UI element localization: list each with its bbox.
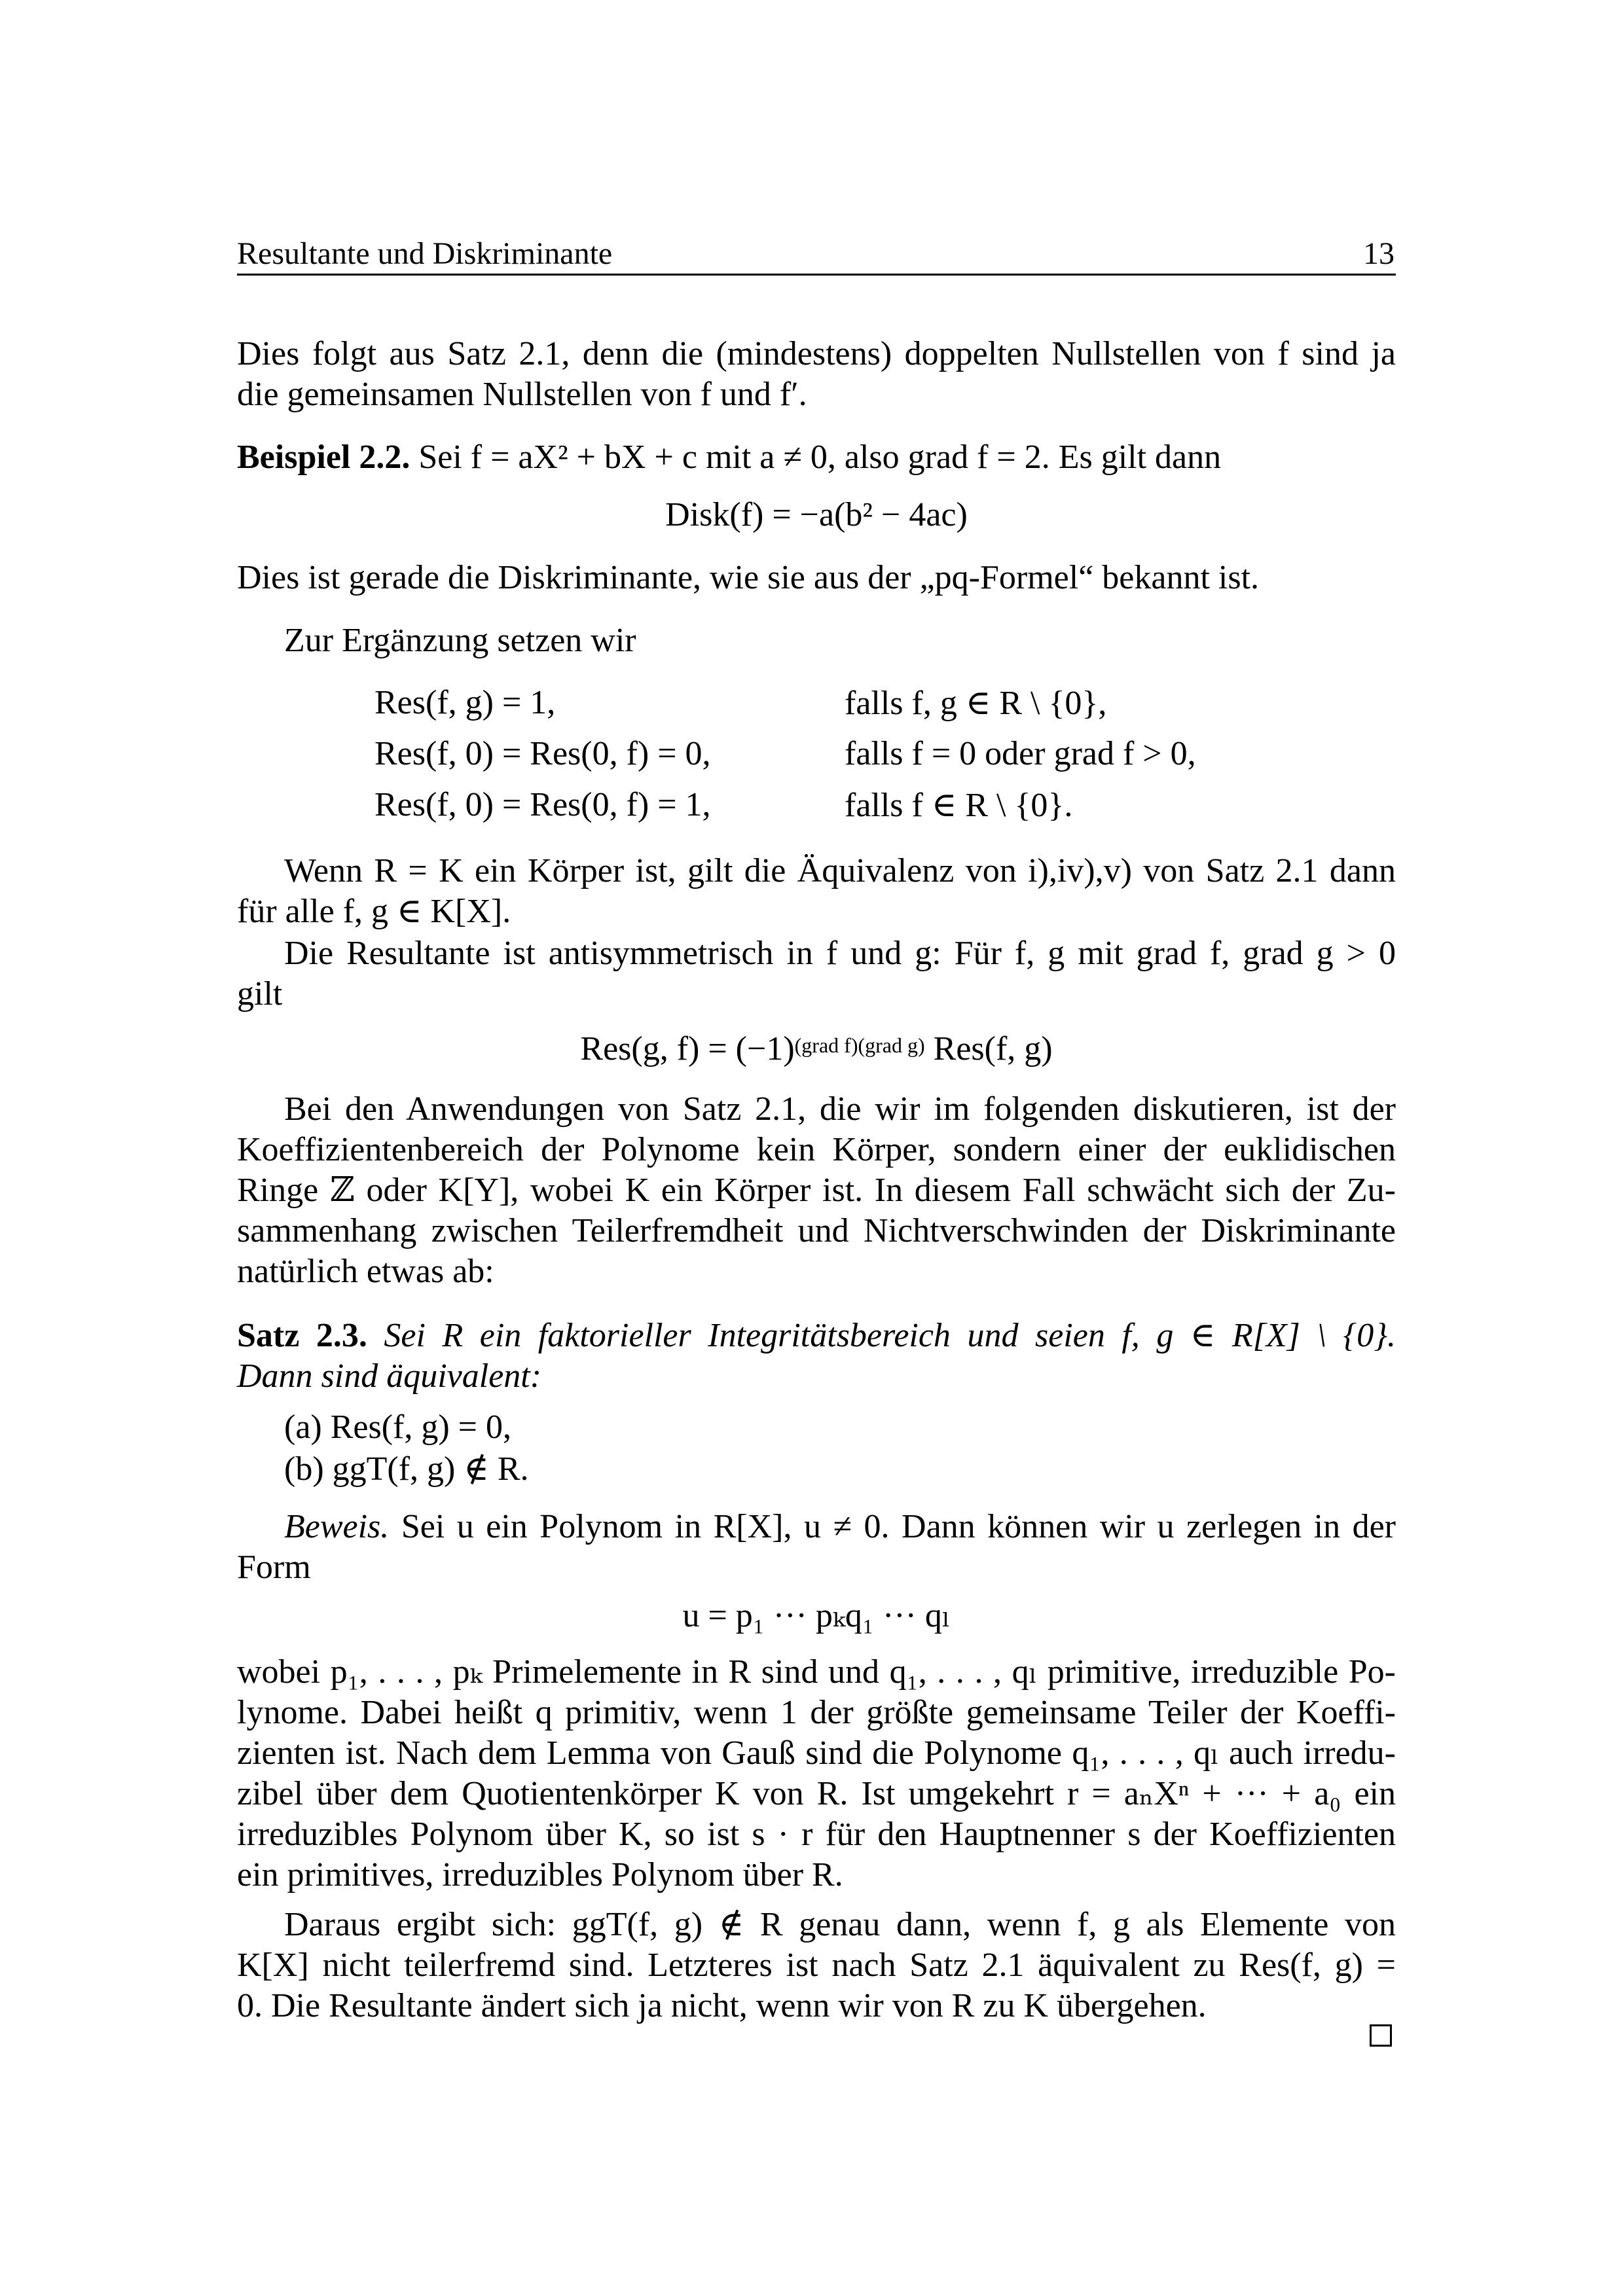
paragraph-4-line-4: sammenhang zwischen Teilerfremdheit und Nichtverschwinden der Diskriminante bbox=[237, 1212, 1396, 1249]
supplement-condition-1: falls f, g ∈ R \ {0}, bbox=[845, 685, 1107, 722]
paragraph-1-line-1: Dies folgt aus Satz 2.1, denn die (mindestens) doppelten Nullstellen von f sind ja bbox=[237, 335, 1396, 372]
paragraph-4-line-1: Bei den Anwendungen von Satz 2.1, die wir im folgenden diskutieren, ist der bbox=[284, 1090, 1396, 1128]
supplement-condition-2: falls f = 0 oder grad f > 0, bbox=[845, 735, 1196, 772]
paragraph-3-line-2: gilt bbox=[237, 975, 283, 1013]
qed-square-icon bbox=[1370, 2024, 1392, 2047]
antisymmetry-left: Res(g, f) = (−1) bbox=[580, 1030, 795, 1067]
theorem-item-b: (b) ggT(f, g) ∉ R. bbox=[284, 1450, 529, 1488]
proof-body-line-1: wobei p₁, . . . , pₖ Primelemente in R sind und q₁, . . . , qₗ primitive, irreduzible Po- bbox=[237, 1653, 1396, 1691]
example-label: Beispiel 2.2. bbox=[237, 439, 410, 476]
proof-body-line-6: ein primitives, irreduzibles Polynom über R. bbox=[237, 1856, 843, 1893]
theorem-2-3 bbox=[237, 1316, 1396, 1356]
paragraph-3-line-1: Die Resultante ist antisymmetrisch in f und g: Für f, g mit grad f, grad g > 0 bbox=[284, 935, 1396, 972]
theorem-statement: Sei R ein faktorieller Integritätsbereich und seien f, g ∈ R[X] \ {0}. bbox=[384, 1317, 1396, 1354]
antisymmetry-exponent: (grad f)(grad g) bbox=[794, 1033, 925, 1057]
theorem-line-2-wrap bbox=[237, 1356, 1396, 1397]
theorem-item-a: (a) Res(f, g) = 0, bbox=[284, 1408, 511, 1446]
page-number: 13 bbox=[1363, 236, 1395, 271]
chapter-title: Resultante und Diskriminante bbox=[237, 236, 613, 271]
supplement-condition-3: falls f ∈ R \ {0}. bbox=[845, 787, 1073, 824]
example-remark: Dies ist gerade die Diskriminante, wie sie aus der „pq-Formel“ bekannt ist. bbox=[237, 559, 1260, 596]
running-header bbox=[237, 234, 1396, 276]
proof-label: Beweis. bbox=[284, 1508, 390, 1545]
theorem-label: Satz 2.3. bbox=[237, 1317, 367, 1354]
proof-body-line-4: zibel über dem Quotientenkörper K von R. Ist umgekehrt r = aₙXⁿ + ··· + a₀ ein bbox=[237, 1775, 1396, 1812]
factorization-formula: u = p₁ ··· pₖq₁ ··· qₗ bbox=[682, 1597, 951, 1634]
example-text: Sei f = aX² + bX + c mit a ≠ 0, also grad f = 2. Es gilt dann bbox=[418, 439, 1222, 476]
antisymmetry-formula bbox=[237, 1029, 1396, 1069]
supplement-formula-2: Res(f, 0) = Res(0, f) = 0, bbox=[374, 735, 711, 772]
paragraph-2-line-2: für alle f, g ∈ K[X]. bbox=[237, 893, 511, 930]
proof-final-line-3: 0. Die Resultante ändert sich ja nicht, wenn wir von R zu K übergehen. bbox=[237, 1987, 1207, 2024]
proof-body-line-2: lynome. Dabei heißt q primitiv, wenn 1 der größte gemeinsame Teiler der Koeffi- bbox=[237, 1694, 1396, 1731]
proof-body-line-3: zienten ist. Nach dem Lemma von Gauß sind die Polynome q₁, . . . , qₗ auch irredu- bbox=[237, 1734, 1396, 1772]
proof-final-line-1: Daraus ergibt sich: ggT(f, g) ∉ R genau dann, wenn f, g als Elemente von bbox=[284, 1906, 1396, 1943]
proof-final-line-2: K[X] nicht teilerfremd sind. Letzteres ist nach Satz 2.1 äquivalent zu Res(f, g) = bbox=[237, 1946, 1396, 1984]
proof-line-1 bbox=[284, 1507, 1396, 1547]
discriminant-formula: Disk(f) = −a(b² − 4ac) bbox=[665, 496, 968, 533]
example-2-2 bbox=[237, 437, 1396, 478]
paragraph-4-line-2: Koeffizientenbereich der Polynome kein Körper, sondern einer der euklidischen bbox=[237, 1131, 1396, 1168]
paragraph-4-line-3: Ringe ℤ oder K[Y], wobei K ein Körper ist. In diesem Fall schwächt sich der Zu- bbox=[237, 1172, 1396, 1209]
supplement-intro: Zur Ergänzung setzen wir bbox=[284, 622, 636, 659]
proof-line-2: Form bbox=[237, 1549, 311, 1586]
proof-body-line-5: irreduzibles Polynom über K, so ist s · r für den Hauptnenner s der Koeffizienten bbox=[237, 1816, 1396, 1853]
paragraph-1-line-2: die gemeinsamen Nullstellen von f und f′. bbox=[237, 376, 807, 413]
paragraph-2-line-1: Wenn R = K ein Körper ist, gilt die Äquivalenz von i),iv),v) von Satz 2.1 dann bbox=[284, 852, 1396, 889]
proof-text: Sei u ein Polynom in R[X], u ≠ 0. Dann können wir u zerlegen in der bbox=[401, 1508, 1396, 1545]
supplement-formula-3: Res(f, 0) = Res(0, f) = 1, bbox=[374, 786, 711, 823]
theorem-line-2: Dann sind äquivalent: bbox=[237, 1357, 542, 1395]
antisymmetry-right: Res(f, g) bbox=[924, 1030, 1053, 1067]
supplement-formula-1: Res(f, g) = 1, bbox=[374, 684, 556, 721]
paragraph-4-line-5: natürlich etwas ab: bbox=[237, 1253, 494, 1290]
